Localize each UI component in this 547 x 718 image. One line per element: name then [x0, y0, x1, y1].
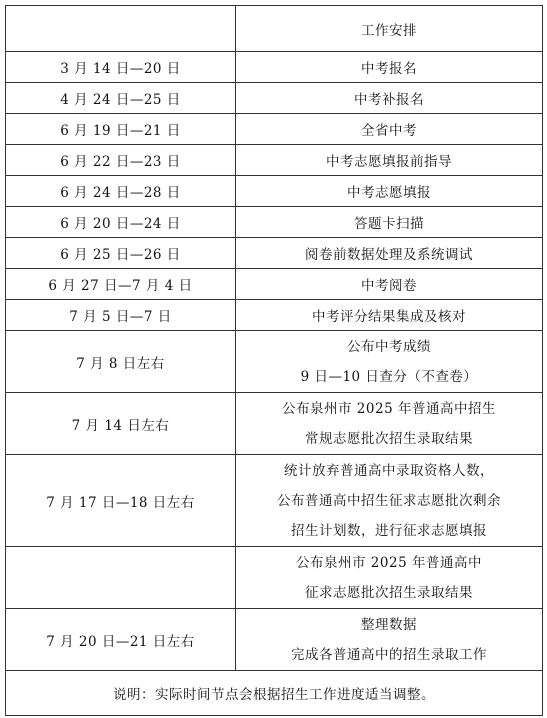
work-cell: [236, 455, 543, 547]
date-cell: 6 月 20 日—24 日: [6, 207, 236, 238]
work-cell: 阅卷前数据处理及系统调试: [236, 238, 543, 269]
work-line: 招生计划数，进行征求志愿填报: [291, 522, 487, 539]
table-row: [6, 547, 543, 609]
date-cell: 6 月 27 日—7 月 4 日: [6, 269, 236, 300]
work-line: 公布泉州市 2025 年普通高中招生: [282, 400, 496, 417]
work-cell: 中考志愿填报前指导: [236, 145, 543, 176]
date-cell: [6, 547, 236, 609]
date-cell: 7 月 14 日左右: [6, 393, 236, 455]
work-line: 征求志愿批次招生录取结果: [305, 584, 473, 601]
date-cell: 6 月 24 日—28 日: [6, 176, 236, 207]
table-row: [6, 455, 543, 547]
work-cell: 中考补报名: [236, 83, 543, 114]
table-row: [6, 269, 543, 300]
date-cell: 7 月 5 日—7 日: [6, 300, 236, 331]
table-row: [6, 393, 543, 455]
table-row: [6, 331, 543, 393]
date-cell: 4 月 24 日—25 日: [6, 83, 236, 114]
work-line: 常规志愿批次招生录取结果: [305, 430, 473, 447]
date-cell: 7 月 17 日—18 日左右: [6, 455, 236, 547]
table-header-row: [6, 6, 543, 52]
work-cell: [236, 609, 543, 671]
work-line: 公布中考成绩: [347, 338, 431, 355]
work-line: 公布普通高中招生征求志愿批次剩余: [277, 492, 501, 509]
work-cell: [236, 331, 543, 393]
work-cell: 中考阅卷: [236, 269, 543, 300]
note-row: [6, 671, 543, 716]
work-line: 完成各普通高中的招生录取工作: [291, 646, 487, 663]
table-row: [6, 238, 543, 269]
table-row: [6, 300, 543, 331]
date-cell: 6 月 22 日—23 日: [6, 145, 236, 176]
note-text: 说明：实际时间节点会根据招生工作进度适当调整。: [6, 671, 543, 716]
table-row: [6, 609, 543, 671]
date-cell: 7 月 20 日—21 日左右: [6, 609, 236, 671]
date-cell: 6 月 25 日—26 日: [6, 238, 236, 269]
work-cell: 中考报名: [236, 52, 543, 83]
header-date-cell: [6, 6, 236, 52]
table-row: [6, 83, 543, 114]
work-cell: 全省中考: [236, 114, 543, 145]
work-line: 9 日—10 日查分（不查卷）: [300, 368, 478, 385]
date-cell: 6 月 19 日—21 日: [6, 114, 236, 145]
work-line: 公布泉州市 2025 年普通高中: [296, 554, 482, 571]
table-row: [6, 145, 543, 176]
table-row: [6, 114, 543, 145]
work-cell: 中考志愿填报: [236, 176, 543, 207]
work-cell: 答题卡扫描: [236, 207, 543, 238]
work-cell: [236, 393, 543, 455]
date-cell: 3 月 14 日—20 日: [6, 52, 236, 83]
work-cell: [236, 547, 543, 609]
work-line: 整理数据: [361, 616, 417, 633]
table-row: [6, 176, 543, 207]
header-work-cell: 工作安排: [236, 6, 543, 52]
work-cell: 中考评分结果集成及核对: [236, 300, 543, 331]
table-row: [6, 52, 543, 83]
table-row: [6, 207, 543, 238]
date-cell: 7 月 8 日左右: [6, 331, 236, 393]
work-line: 统计放弃普通高中录取资格人数，: [284, 462, 494, 479]
schedule-table: [5, 5, 543, 716]
